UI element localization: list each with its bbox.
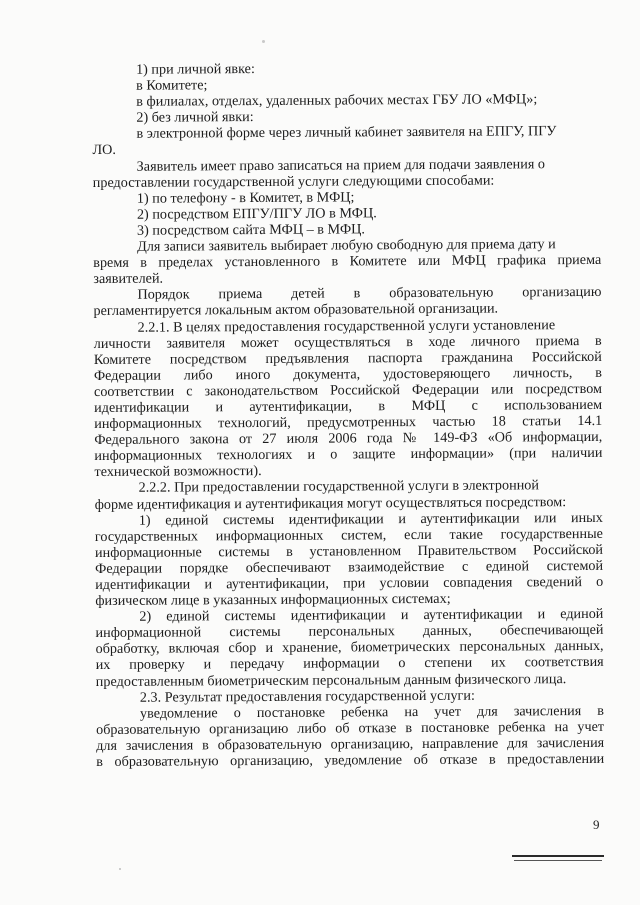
text-line: информационных технологиях и о защите информации» (при наличии	[94, 445, 603, 465]
text-line: 2) посредством ЕПГУ/ПГУ ЛО в МФЦ.	[136, 205, 377, 223]
text-line: 2.3. Результат предоставления государственной услуги:	[139, 687, 475, 706]
text-line: 2.2.2. При предоставлении государственной услуги в электронной	[138, 477, 540, 497]
text-line: государственных информационных систем, если такие государственные	[94, 525, 603, 545]
scan-speck-bottom	[119, 868, 121, 870]
document-body	[92, 59, 604, 770]
text-line: Порядок приема детей в образовательную организацию	[137, 284, 602, 304]
text-line: технической возможности).	[94, 463, 262, 481]
text-line: обработку, включая сбор и хранение, биометрических персональных данных,	[95, 638, 604, 658]
text-line: предоставлении государственной услуги следующими способами:	[92, 172, 495, 191]
text-line: информационные системы в установленном Правительством Российской	[94, 541, 604, 561]
text-line: образовательную организацию либо об отказе в постановке ребенка на учет	[96, 718, 605, 738]
text-line: форме идентификация и аутентификация могут осуществляться посредством:	[94, 493, 567, 513]
text-line: в филиалах, отделах, удаленных рабочих местах ГБУ ЛО «МФЦ»;	[136, 91, 538, 110]
text-line: в Комитете;	[136, 77, 208, 94]
text-line: идентификации и аутентификации, в МФЦ с использованием	[94, 396, 603, 416]
text-line: Комитете посредством предъявления паспорта гражданина Российской	[93, 348, 602, 368]
scan-speck	[262, 40, 265, 43]
text-line: 1) по телефону - в Комитет, в МФЦ;	[136, 189, 355, 207]
text-line: информационных технологий, предусмотренных частью 18 статьи 14.1	[94, 412, 603, 433]
text-line: Федерального закона от 27 июля 2006 года № 149-ФЗ «Об информации,	[94, 429, 603, 449]
text-line: Заявитель имеет право записаться на прием для подачи заявления о	[136, 155, 546, 175]
text-line: личности заявителя может осуществляться в ходе личного приема в	[93, 332, 602, 352]
text-line: уведомление о постановке ребенка на учет для зачисления в	[139, 702, 605, 722]
text-line: ЛО.	[92, 142, 117, 159]
text-line: физическом лице в указанных информационных системах;	[95, 590, 451, 610]
text-line: 1) при личной явке:	[135, 61, 255, 78]
text-line: для зачисления в образовательную организацию, направление для зачисления	[96, 734, 605, 754]
text-line: Федерации порядке обеспечивают взаимодействие с единой системой	[95, 557, 604, 577]
text-line: в образовательную организацию, уведомление об отказе в предоставлении	[96, 750, 605, 771]
footer-rule	[512, 855, 604, 857]
text-line: идентификации и аутентификации, при условии совпадения сведений о	[95, 573, 604, 593]
text-line: 2.2.1. В целях предоставления государственной услуги установление	[137, 316, 556, 336]
text-line: регламентируется локальным актом образовательной организации.	[93, 300, 499, 320]
text-line: в электронной форме через личный кабинет заявителя на ЕПГУ, ПГУ	[136, 123, 557, 143]
text-line: их проверку и передачу информации о степени их соответствия	[95, 654, 604, 674]
footer-rule-lower	[514, 860, 602, 861]
text-line: заявителей.	[93, 270, 164, 288]
text-line: 2) единой системы идентификации и аутентификации и единой	[139, 606, 604, 625]
text-line: Для записи заявитель выбирает любую свободную для приема дату и	[137, 236, 556, 255]
text-line: предоставленным биометрическим персональным данным физического лица.	[95, 670, 567, 690]
text-line: 2) без личной явки:	[136, 109, 254, 127]
text-line: 3) посредством сайта МФЦ – в МФЦ.	[136, 221, 365, 239]
text-line: информационной системы персональных данных, обеспечивающей	[95, 622, 604, 642]
text-line: 1) единой системы идентификации и аутентификации или иных	[138, 509, 603, 529]
text-line: время в пределах установленного в Комитете или МФЦ графика приема	[93, 252, 602, 272]
text-line: соответствии с законодательством Российской Федерации или посредством	[93, 380, 603, 400]
page-number: 9	[593, 817, 600, 832]
text-line: Федерации либо иного документа, удостоверяющего личность, в	[93, 364, 602, 384]
